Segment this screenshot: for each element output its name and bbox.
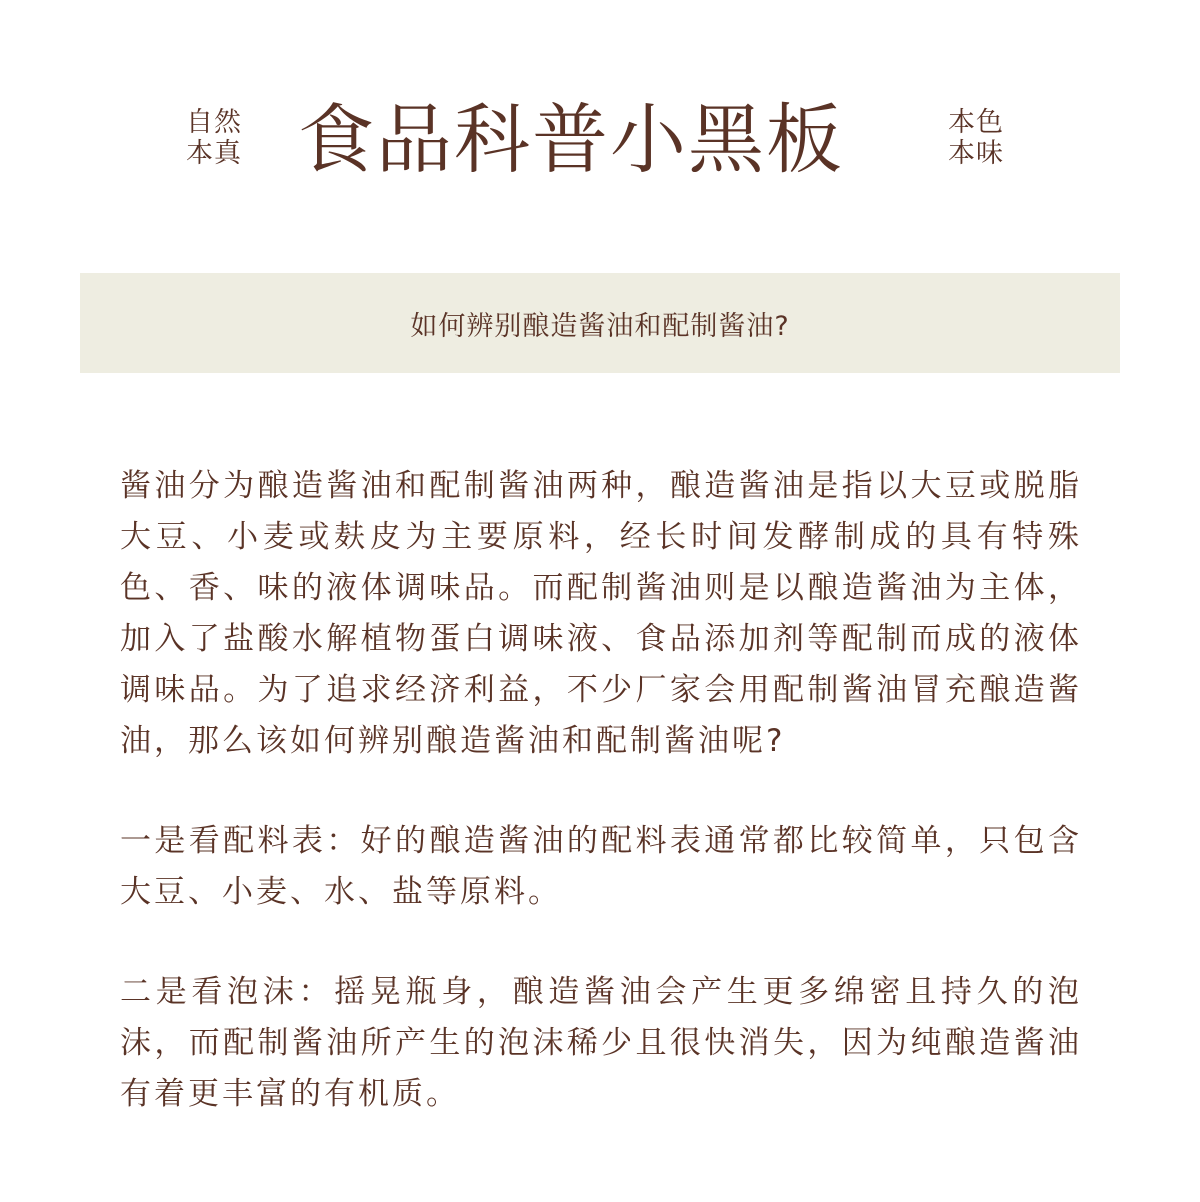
paragraph-ingredient-list: 一是看配料表：好的酿造酱油的配料表通常都比较简单，只包含大豆、小麦、水、盐等原料。 xyxy=(120,823,1082,910)
question-banner xyxy=(80,273,1120,373)
left-tagline-line-1: 自然 xyxy=(186,107,242,138)
paragraph-foam-test: 二是看泡沫：摇晃瓶身，酿造酱油会产生更多绵密且持久的泡沫，而配制酱油所产生的泡沫稀少且很快消失，因为纯酿造酱油有着更丰富的有机质。 xyxy=(120,974,1082,1112)
header xyxy=(0,95,1200,185)
left-tagline-line-2: 本真 xyxy=(186,138,242,169)
right-tagline xyxy=(948,107,1004,169)
paragraph-intro: 酱油分为酿造酱油和配制酱油两种，酿造酱油是指以大豆或脱脂大豆、小麦或麸皮为主要原料，经长时间发酵制成的具有特殊色、香、味的液体调味品。而配制酱油则是以酿造酱油为主体，加入了盐酸水解植物蛋白调味液、食品添加剂等配制而成的液体调味品。为了追求经济利益，不少厂家会用配制酱油冒充酿造酱油，那么该如何辨别酿造酱油和配制酱油呢? xyxy=(120,468,1082,759)
left-tagline xyxy=(186,107,242,169)
page-title: 食品科普小黑板 xyxy=(298,95,844,184)
question-heading: 如何辨别酿造酱油和配制酱油? xyxy=(410,310,790,342)
right-tagline-line-1: 本色 xyxy=(948,107,1004,138)
article-body xyxy=(120,461,1082,1169)
right-tagline-line-2: 本味 xyxy=(948,138,1004,169)
